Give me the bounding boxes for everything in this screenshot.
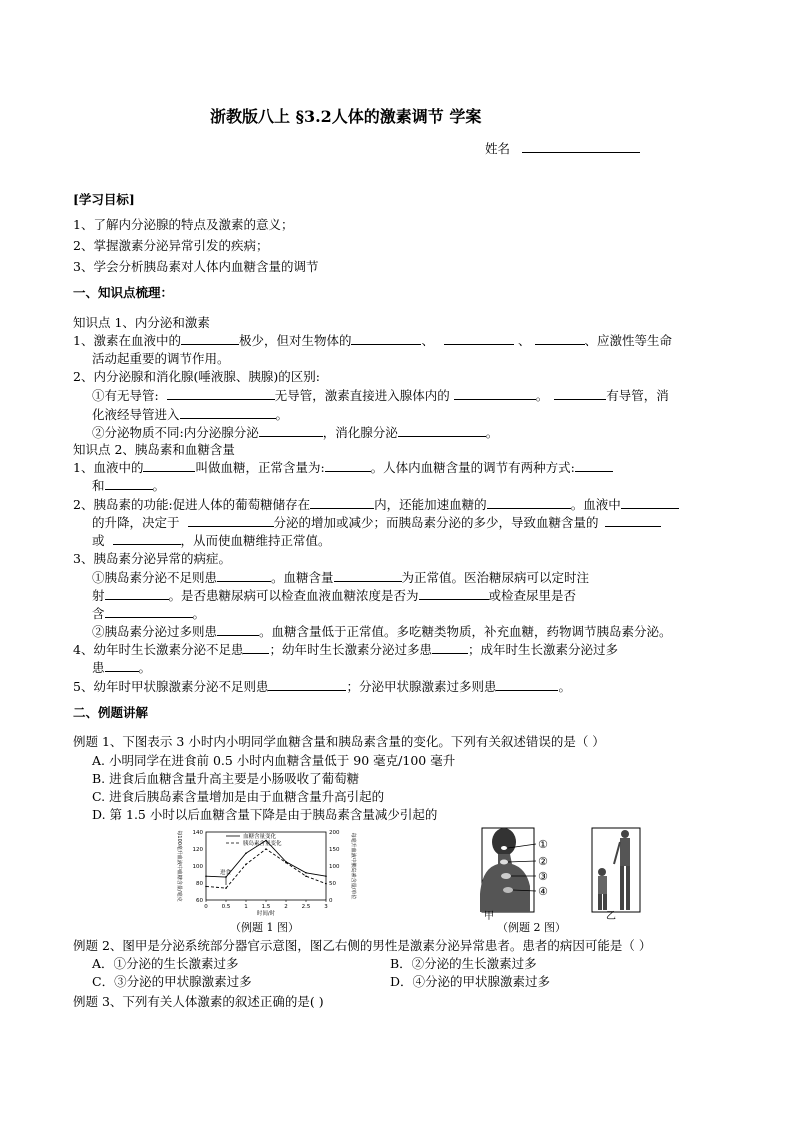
blank[interactable] xyxy=(181,331,239,345)
blank[interactable] xyxy=(575,458,613,472)
blank[interactable] xyxy=(105,586,169,600)
x-tick-label: 0.5 xyxy=(221,904,231,910)
blank[interactable] xyxy=(334,568,402,582)
page-title: 浙教版八上 §3.2人体的激素调节 学案 xyxy=(210,107,482,126)
question-2: 例题 2、图甲是分泌系统部分器官示意图，图乙右侧的男性是激素分泌异常患者。患者的病因可能是（ ） xyxy=(73,938,652,953)
q1-option-a[interactable]: A. 小明同学在进食前 0.5 小时内血糖含量低于 90 毫克/100 毫升 xyxy=(92,753,456,768)
blank[interactable] xyxy=(419,586,489,600)
kp2-line3c: 含 。 xyxy=(92,606,206,621)
kp1-line1: 1、激素在血液中的 极少，但对生物体的 、 、 、应激性等生命 xyxy=(73,333,673,348)
y-left-tick-label: 100 xyxy=(192,864,203,870)
section2-heading: 二、例题讲解 xyxy=(73,705,149,720)
data-point xyxy=(225,887,227,889)
q2-option-a[interactable]: A．①分泌的生长激素过多 xyxy=(92,956,239,971)
kp2-line3a: ①胰岛素分泌不足则患 。血糖含量 为正常值。医治糖尿病可以定时注 xyxy=(92,570,590,585)
q2-option-b[interactable]: B．②分泌的生长激素过多 xyxy=(390,956,537,971)
data-point xyxy=(205,886,207,888)
kp2-line3b: 射 。是否患糖尿病可以检查血液血糖浓度是否为 或检查尿里是否 xyxy=(92,588,577,603)
data-point xyxy=(305,875,307,877)
fig2-caption: （例题 2 图） xyxy=(497,921,566,934)
torso-illustration xyxy=(480,828,536,912)
kp2-line5: 5、幼年时甲状腺激素分泌不足则患 ；分泌甲状腺激素过多则患 。 xyxy=(73,679,571,694)
series-line-insulin xyxy=(206,849,326,888)
annotation-label: 进食 xyxy=(220,870,232,876)
kp2-line2-cont2: 或 ，从而使血糖维持正常值。 xyxy=(92,533,331,548)
blank[interactable] xyxy=(605,513,661,527)
y-left-axis-label: 每100毫升血液中血糖含量/毫克 xyxy=(176,830,182,902)
kp2-line4-cont: 患 。 xyxy=(92,660,152,675)
gland-label-3: ③ xyxy=(538,870,548,883)
y-right-tick-label: 50 xyxy=(329,881,336,887)
kp1-line2b: 化液经导管进入 。 xyxy=(92,407,289,422)
kp1-line1-cont: 活动起重要的调节作用。 xyxy=(92,351,230,366)
data-point xyxy=(205,875,207,877)
example-2-figure xyxy=(468,824,644,920)
x-tick-label: 3 xyxy=(324,904,328,910)
blank[interactable] xyxy=(143,458,195,472)
gland-label-1: ① xyxy=(538,838,548,851)
kp1-line2: 2、内分泌腺和消化腺(唾液腺、胰腺)的区别: xyxy=(73,369,320,384)
kp1-line2a: ①有无导管: 无导管，激素直接进入腺体内的 。 有导管，消 xyxy=(92,388,669,403)
gland-label-2: ② xyxy=(538,855,548,868)
y-left-tick-label: 140 xyxy=(192,830,203,836)
kp1-title: 知识点 1、内分泌和激素 xyxy=(73,315,210,330)
blank[interactable] xyxy=(268,677,346,691)
objective-item: 2、掌握激素分泌异常引发的疾病； xyxy=(73,238,269,253)
name-label: 姓名 xyxy=(485,141,511,156)
blank[interactable] xyxy=(535,331,585,345)
q2-option-d[interactable]: D．④分泌的甲状腺激素过多 xyxy=(390,974,551,989)
kp2-line2-cont: 的升降，决定于 分泌的增加或减少；而胰岛素分泌的多少，导致血糖含量的 xyxy=(92,513,661,532)
kp1-line2c: ②分泌物质不同:内分泌腺分泌 ，消化腺分泌 。 xyxy=(92,425,499,440)
x-tick-label: 1 xyxy=(244,904,248,910)
blank[interactable] xyxy=(454,386,536,400)
objective-item: 3、学会分析胰岛素对人体内血糖含量的调节 xyxy=(73,259,319,274)
blank[interactable] xyxy=(167,386,275,400)
q1-option-b[interactable]: B. 进食后血糖含量升高主要是小肠吸收了葡萄糖 xyxy=(92,771,360,786)
blank[interactable] xyxy=(259,423,323,437)
blank[interactable] xyxy=(351,331,421,345)
kp2-line3: 3、胰岛素分泌异常的病症。 xyxy=(73,551,231,566)
blank[interactable] xyxy=(243,640,269,654)
blank[interactable] xyxy=(113,531,181,545)
blank[interactable] xyxy=(217,622,259,636)
y-right-tick-label: 200 xyxy=(329,830,340,836)
question-1: 例题 1、下图表示 3 小时内小明同学血糖含量和胰岛素含量的变化。下列有关叙述错误的是（ ） xyxy=(73,734,605,749)
example-1-chart xyxy=(172,826,358,918)
blank[interactable] xyxy=(188,513,274,527)
data-point xyxy=(265,848,267,850)
data-point xyxy=(285,862,287,864)
y-left-tick-label: 60 xyxy=(196,898,203,904)
q1-option-d[interactable]: D. 第 1.5 小时以后血糖含量下降是由于胰岛素含量减少引起的 xyxy=(92,807,438,822)
y-left-tick-label: 120 xyxy=(192,847,203,853)
data-point xyxy=(245,864,247,866)
legend-label: 血糖含量变化 xyxy=(243,834,277,840)
name-field[interactable] xyxy=(485,139,640,158)
y-right-tick-label: 0 xyxy=(329,898,333,904)
gland-2-marker xyxy=(500,860,508,865)
question-3: 例题 3、下列有关人体激素的叙述正确的是( ) xyxy=(73,994,324,1009)
blank[interactable] xyxy=(105,476,153,490)
patients-illustration xyxy=(592,828,640,912)
legend-label: 胰岛素含量变化 xyxy=(243,841,282,847)
x-tick-label: 0 xyxy=(204,904,208,910)
blank[interactable] xyxy=(217,568,271,582)
blank[interactable] xyxy=(105,604,193,618)
objectives-heading: [学习目标] xyxy=(73,192,135,207)
blank[interactable] xyxy=(487,495,571,509)
blank[interactable] xyxy=(310,495,374,509)
panel-label-right: 乙 xyxy=(606,911,616,920)
kp2-line1-cont: 和 。 xyxy=(92,478,166,493)
blank[interactable] xyxy=(180,405,276,419)
blank[interactable] xyxy=(496,677,558,691)
data-point xyxy=(325,875,327,877)
y-left-tick-label: 80 xyxy=(196,881,203,887)
blank[interactable] xyxy=(105,658,139,672)
x-axis-label: 时间/时 xyxy=(256,911,276,917)
section1-heading: 一、知识点梳理： xyxy=(73,285,174,300)
data-point xyxy=(245,852,247,854)
data-point xyxy=(325,883,327,885)
x-tick-label: 1.5 xyxy=(261,904,271,910)
fig1-caption: （例题 1 图） xyxy=(230,921,299,934)
gland-3-marker xyxy=(501,873,511,879)
name-blank[interactable] xyxy=(522,139,640,153)
blank[interactable] xyxy=(621,495,679,509)
y-right-tick-label: 100 xyxy=(329,864,340,870)
kp2-line2: 2、胰岛素的功能:促进人体的葡萄糖储存在 内，还能加速血糖的 。血液中 xyxy=(73,495,679,514)
panel-label-left: 甲 xyxy=(484,911,494,920)
blank[interactable] xyxy=(398,423,486,437)
data-point xyxy=(305,872,307,874)
kp2-line4: 4、幼年时生长激素分泌不足患 ；幼年时生长激素分泌过多患 ；成年时生长激素分泌过多 xyxy=(73,642,618,657)
kp2-line1: 1、血液中的 叫做血糖，正常含量为: 。人体内血糖含量的调节有两种方式: xyxy=(73,458,613,477)
q1-option-c[interactable]: C. 进食后胰岛素含量增加是由于血糖含量升高引起的 xyxy=(92,789,385,804)
blank[interactable] xyxy=(432,640,468,654)
kp2-title: 知识点 2、胰岛素和血糖含量 xyxy=(73,442,235,457)
y-right-tick-label: 150 xyxy=(329,847,340,853)
objective-item: 1、了解内分泌腺的特点及激素的意义； xyxy=(73,217,294,232)
blank[interactable] xyxy=(554,386,606,400)
y-right-axis-label: 每毫升血液中胰岛素含量/单位 xyxy=(350,832,356,900)
x-tick-label: 2 xyxy=(284,904,288,910)
x-tick-label: 2.5 xyxy=(301,904,311,910)
gland-1-marker xyxy=(501,846,507,850)
gland-4-marker xyxy=(503,887,513,893)
gland-label-4: ④ xyxy=(538,885,548,898)
blank[interactable] xyxy=(325,458,371,472)
kp2-line3d: ②胰岛素分泌过多则患 。血糖含量低于正常值。多吃糖类物质，补充血糖，药物调节胰岛素分泌。 xyxy=(92,624,672,639)
blank[interactable] xyxy=(444,331,514,345)
q2-option-c[interactable]: C．③分泌的甲状腺激素过多 xyxy=(92,974,252,989)
